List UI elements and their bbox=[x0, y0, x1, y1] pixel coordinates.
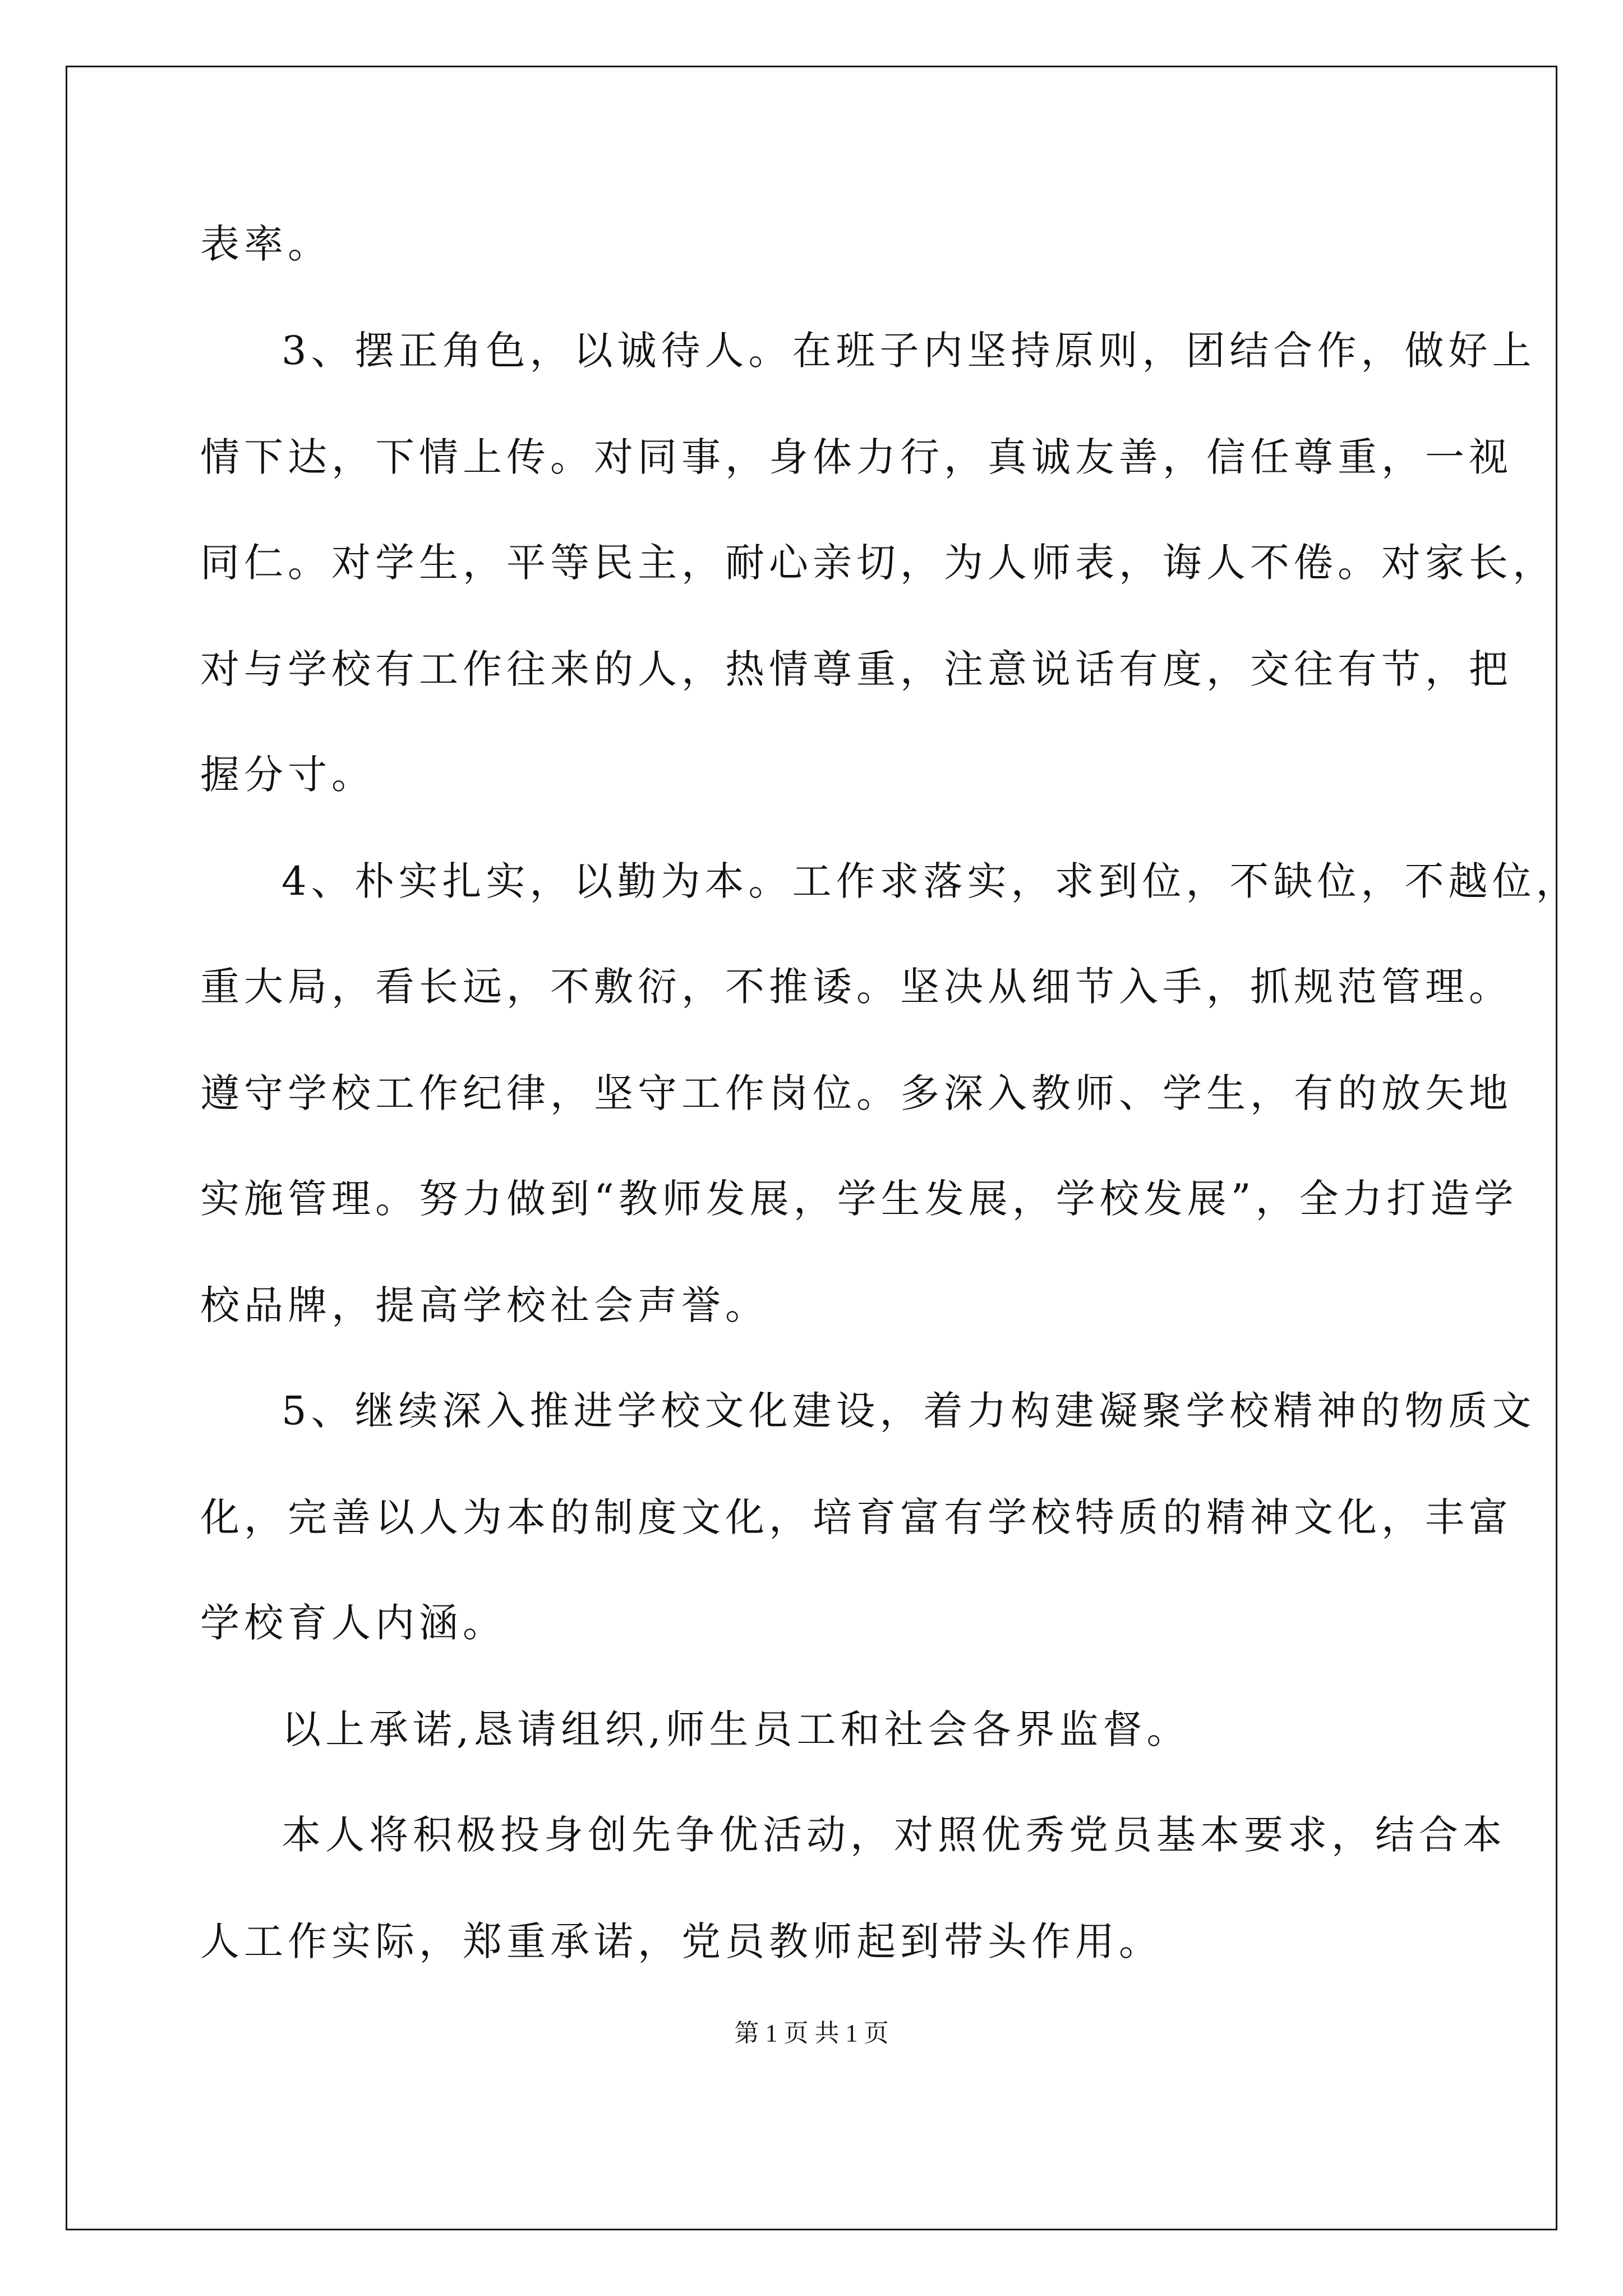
page-border bbox=[66, 66, 1557, 2230]
paragraph-line: 5、继续深入推进学校文化建设，着力构建凝聚学校精神的物质文 bbox=[282, 1388, 1536, 1434]
paragraph-line: 化，完善以人为本的制度文化，培育富有学校特质的精神文化，丰富 bbox=[200, 1494, 1513, 1540]
paragraph-line: 握分寸。 bbox=[200, 752, 375, 798]
paragraph-line: 同仁。对学生，平等民主，耐心亲切，为人师表，诲人不倦。对家长， bbox=[200, 540, 1556, 586]
paragraph-line: 对与学校有工作往来的人，热情尊重，注意说话有度，交往有节，把 bbox=[200, 646, 1513, 692]
paragraph-line: 人工作实际，郑重承诺，党员教师起到带头作用。 bbox=[200, 1918, 1163, 1964]
paragraph-line: 表率。 bbox=[200, 221, 331, 267]
paragraph-line: 学校育人内涵。 bbox=[200, 1600, 506, 1646]
paragraph-line: 遵守学校工作纪律，坚守工作岗位。多深入教师、学生，有的放矢地 bbox=[200, 1070, 1513, 1116]
page-footer: 第 1 页 共 1 页 bbox=[734, 2019, 889, 2047]
paragraph-line: 重大局，看长远，不敷衍，不推诿。坚决从细节入手，抓规范管理。 bbox=[200, 964, 1513, 1010]
paragraph-line: 校品牌，提高学校社会声誉。 bbox=[200, 1282, 769, 1328]
paragraph-line: 本人将积极投身创先争优活动，对照优秀党员基本要求，结合本 bbox=[282, 1812, 1506, 1858]
paragraph-line: 实施管理。努力做到“教师发展，学生发展，学校发展”，全力打造学 bbox=[200, 1176, 1518, 1222]
paragraph-line: 情下达，下情上传。对同事，身体力行，真诚友善，信任尊重，一视 bbox=[200, 434, 1513, 480]
paragraph-line: 4、朴实扎实，以勤为本。工作求落实，求到位，不缺位，不越位， bbox=[282, 858, 1580, 904]
paragraph-line: 3、摆正角色，以诚待人。在班子内坚持原则，团结合作，做好上 bbox=[282, 328, 1536, 374]
paragraph-line: 以上承诺,恳请组织,师生员工和社会各界监督。 bbox=[282, 1706, 1191, 1752]
